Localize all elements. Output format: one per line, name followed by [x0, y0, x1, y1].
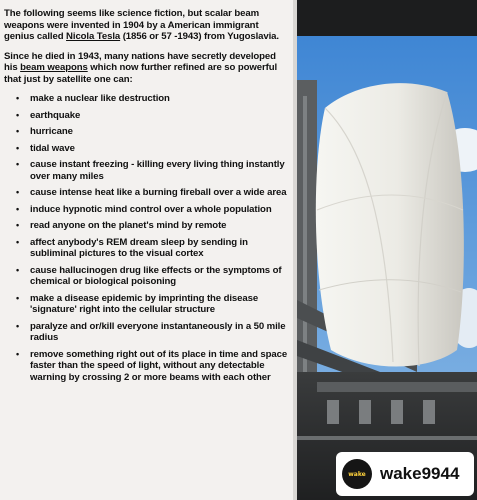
capability-text: make a disease epidemic by imprinting the disease 'signature' right into the cellular structure — [30, 292, 259, 315]
radome — [316, 83, 464, 366]
intro-paragraph-2 — [4, 51, 289, 86]
bullet-icon: • — [16, 159, 20, 169]
capability-text: cause intense heat like a burning fireball over a wide area — [30, 187, 287, 198]
capability-item — [16, 321, 289, 344]
capability-text: earthquake — [30, 109, 81, 121]
capability-text: paralyze and or/kill everyone instantaneously in a 50 mile radius — [30, 320, 286, 343]
platform-window — [391, 400, 403, 424]
intro-p1-end: (1856 or 57 -1943) from Yugoslavia. — [120, 31, 279, 42]
capability-item — [16, 220, 289, 232]
capability-text: make a nuclear like destruction — [30, 93, 170, 104]
capability-text: cause hallucinogen drug like effects or the symptoms of chemical or biological poisoning — [30, 264, 282, 287]
capability-item — [16, 143, 289, 155]
capability-item — [16, 349, 289, 384]
channel-avatar-icon: wake — [342, 459, 372, 489]
capability-text: affect anybody's REM dream sleep by sending in subliminal pictures to the visual cortex — [30, 236, 248, 259]
intro-p1-text: The following seems like science fiction, but scalar beam weapons were invented in 1904 by a American immigrant genius called — [4, 8, 260, 42]
bullet-icon: • — [16, 320, 20, 331]
capability-text: induce hypnotic mind control over a whole population — [30, 203, 272, 215]
radome-building-photo — [297, 0, 477, 500]
intro-paragraph-1 — [4, 8, 289, 43]
beam-weapons-term: beam weapons — [20, 62, 88, 73]
bullet-icon: • — [16, 264, 20, 275]
bullet-icon: • — [16, 93, 20, 103]
photo-illustration — [297, 0, 477, 500]
platform-rail — [297, 436, 477, 440]
capability-item — [16, 126, 289, 138]
capability-text: hurricane — [30, 126, 73, 137]
bullet-icon: • — [16, 203, 20, 214]
watermark — [336, 452, 474, 496]
platform-rail — [317, 382, 477, 392]
capability-item — [16, 293, 289, 316]
platform-window — [423, 400, 435, 424]
bullet-icon: • — [16, 142, 20, 153]
bullet-icon: • — [16, 348, 20, 359]
bullet-icon: • — [16, 292, 20, 303]
bullet-icon: • — [16, 126, 20, 136]
capability-item — [16, 265, 289, 288]
capability-text: read anyone on the planet's mind by remote — [30, 220, 227, 231]
bullet-icon: • — [16, 236, 20, 247]
capability-text: remove something right out of its place in time and space faster than the speed of light, without any detectable warning by crossing 2 or more beams with each other — [30, 348, 288, 383]
top-dark-band — [297, 0, 477, 36]
platform-window — [359, 400, 371, 424]
capability-item — [16, 237, 289, 260]
capability-item — [16, 110, 289, 122]
capability-text: tidal wave — [30, 142, 75, 154]
bullet-icon: • — [16, 109, 20, 120]
bullet-icon: • — [16, 187, 20, 197]
capability-item — [16, 93, 289, 105]
bullet-icon: • — [16, 220, 20, 230]
intro-p2-end: which now further refined are so powerful that just by satellite one can: — [4, 62, 278, 85]
capability-text: cause instant freezing - killing every living thing instantly over many miles — [30, 159, 285, 182]
capability-item — [16, 187, 289, 199]
capability-item — [16, 159, 289, 182]
tesla-name: Nicola Tesla — [66, 31, 121, 42]
capability-item — [16, 204, 289, 216]
intro-p2-text: Since he died in 1943, many nations have secretly developed his — [4, 50, 276, 73]
watermark-username: wake9944 — [380, 464, 460, 483]
capabilities-list — [4, 93, 289, 383]
platform-window — [327, 400, 339, 424]
intro-text — [4, 8, 289, 85]
